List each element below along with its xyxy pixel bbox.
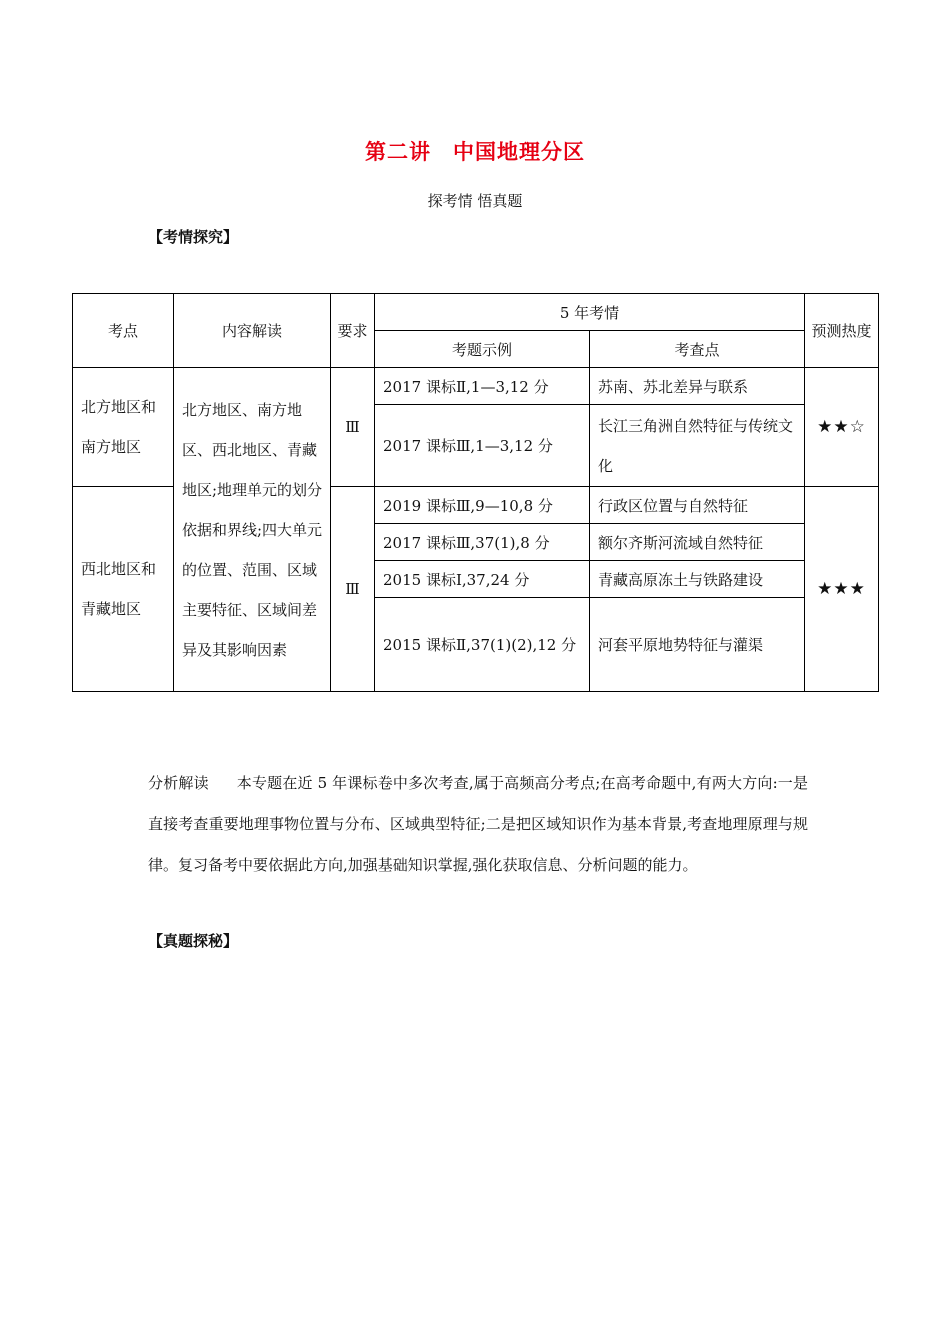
analysis-paragraph <box>148 763 808 886</box>
header-kaocha: 考查点 <box>590 331 805 368</box>
header-five-year: 5 年考情 <box>375 294 805 331</box>
section-heading-real-questions: 【真题探秘】 <box>148 932 239 950</box>
example-cell: 2019 课标Ⅲ,9—10,8 分 <box>375 487 590 524</box>
table-row <box>73 368 879 405</box>
analysis-text: 本专题在近 5 年课标卷中多次考查,属于高频高分考点;在高考命题中,有两大方向:一是直接考查重要地理事物位置与分布、区域典型特征;二是把区域知识作为基本背景,考查地理原理与规律。复习备考中要依据此方向,加强基础知识掌握,强化获取信息、分析问题的能力。 <box>148 774 808 874</box>
yaoqiu-cell: Ⅲ <box>331 368 375 487</box>
table-header-row <box>73 294 879 331</box>
header-kaoti: 考题示例 <box>375 331 590 368</box>
point-cell: 河套平原地势特征与灌渠 <box>590 598 805 692</box>
example-cell: 2017 课标Ⅲ,37(1),8 分 <box>375 524 590 561</box>
yaoqiu-cell: Ⅲ <box>331 487 375 692</box>
header-yaoqiu: 要求 <box>331 294 375 368</box>
kaodian-cell: 西北地区和青藏地区 <box>73 487 174 692</box>
point-cell: 青藏高原冻土与铁路建设 <box>590 561 805 598</box>
section-heading-exam-analysis: 【考情探究】 <box>148 228 239 246</box>
heat-rating: ★★★ <box>805 487 879 692</box>
point-cell: 额尔齐斯河流域自然特征 <box>590 524 805 561</box>
example-cell: 2015 课标Ⅰ,37,24 分 <box>375 561 590 598</box>
heat-rating: ★★☆ <box>805 368 879 487</box>
example-cell: 2017 课标Ⅲ,1—3,12 分 <box>375 405 590 487</box>
header-neirong: 内容解读 <box>174 294 331 368</box>
example-cell: 2015 课标Ⅱ,37(1)(2),12 分 <box>375 598 590 692</box>
point-cell: 行政区位置与自然特征 <box>590 487 805 524</box>
example-cell: 2017 课标Ⅱ,1—3,12 分 <box>375 368 590 405</box>
page-title: 第二讲 中国地理分区 <box>365 140 585 164</box>
header-yuce: 预测热度 <box>805 294 879 368</box>
point-cell: 苏南、苏北差异与联系 <box>590 368 805 405</box>
content-reading-cell: 北方地区、南方地区、西北地区、青藏地区;地理单元的划分依据和界线;四大单元的位置、范围、区域主要特征、区域间差异及其影响因素 <box>174 368 331 692</box>
analysis-label: 分析解读 <box>148 774 209 792</box>
header-kaodian: 考点 <box>73 294 174 368</box>
kaodian-cell: 北方地区和南方地区 <box>73 368 174 487</box>
point-cell: 长江三角洲自然特征与传统文化 <box>590 405 805 487</box>
exam-analysis-table <box>72 293 879 692</box>
page-subtitle: 探考情 悟真题 <box>427 192 523 210</box>
